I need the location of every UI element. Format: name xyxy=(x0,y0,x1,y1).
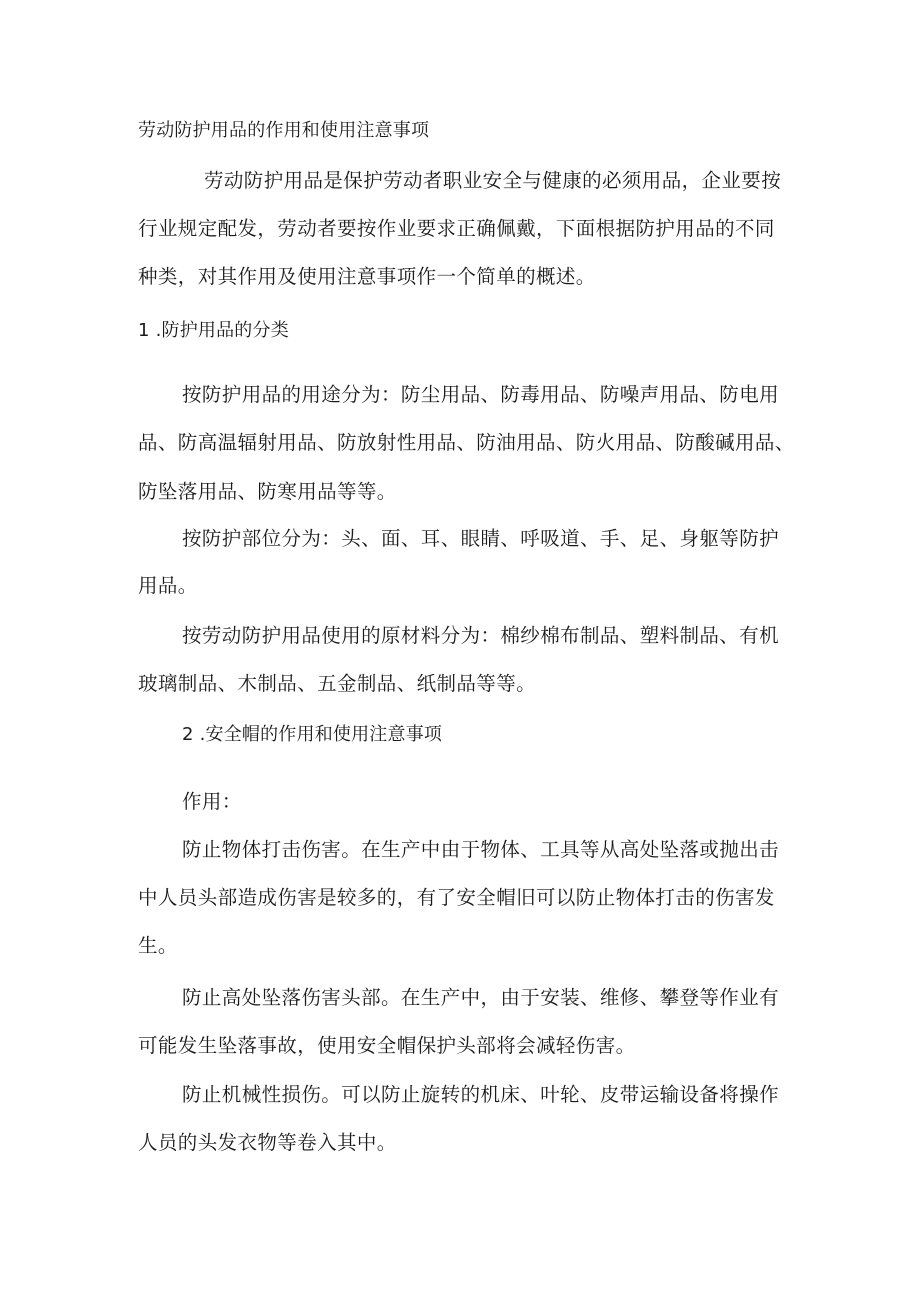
section1-heading: 1 .防护用品的分类 xyxy=(138,320,289,341)
section2-heading: 2 .安全帽的作用和使用注意事项 xyxy=(182,724,443,745)
section1-p1-line-3: 防坠落用品、防寒用品等等。 xyxy=(138,480,397,503)
section1-p2-line-2: 用品。 xyxy=(138,574,198,597)
intro-line-1: 劳动防护用品是保护劳动者职业安全与健康的必须用品，企业要按 xyxy=(204,169,782,192)
section2-p1-line-2: 中人员头部造成伤害是较多的，有了安全帽旧可以防止物体打击的伤害发 xyxy=(138,886,775,909)
section1-p3-line-2: 玻璃制品、木制品、五金制品、纸制品等等。 xyxy=(138,672,537,695)
section2-p1-line-1: 防止物体打击伤害。在生产中由于物体、工具等从高处坠落或抛出击 xyxy=(182,838,780,861)
document-title: 劳动防护用品的作用和使用注意事项 xyxy=(138,120,430,141)
section1-p3-line-1: 按劳动防护用品使用的原材料分为：棉纱棉布制品、塑料制品、有机 xyxy=(182,624,780,647)
section1-p1-line-1: 按防护用品的用途分为：防尘用品、防毒用品、防噪声用品、防电用 xyxy=(182,383,780,406)
intro-line-2: 行业规定配发，劳动者要按作业要求正确佩戴，下面根据防护用品的不同 xyxy=(138,217,775,240)
section2-p3-line-1: 防止机械性损伤。可以防止旋转的机床、叶轮、皮带运输设备将操作 xyxy=(182,1083,780,1106)
intro-line-3: 种类，对其作用及使用注意事项作一个简单的概述。 xyxy=(138,265,596,288)
section1-p2-line-1: 按防护部位分为：头、面、耳、眼睛、呼吸道、手、足、身躯等防护 xyxy=(182,527,780,550)
section2-p2-line-2: 可能发生坠落事故，使用安全帽保护头部将会减轻伤害。 xyxy=(138,1034,636,1057)
section2-p1-line-3: 生。 xyxy=(138,934,178,957)
section2-p2-line-1: 防止高处坠落伤害头部。在生产中，由于安装、维修、攀登等作业有 xyxy=(182,986,780,1009)
section2-label: 作用： xyxy=(182,790,242,813)
section1-p1-line-2: 品、防高温辐射用品、防放射性用品、防油用品、防火用品、防酸碱用品、 xyxy=(138,431,795,454)
section2-p3-line-2: 人员的头发衣物等卷入其中。 xyxy=(138,1131,397,1154)
